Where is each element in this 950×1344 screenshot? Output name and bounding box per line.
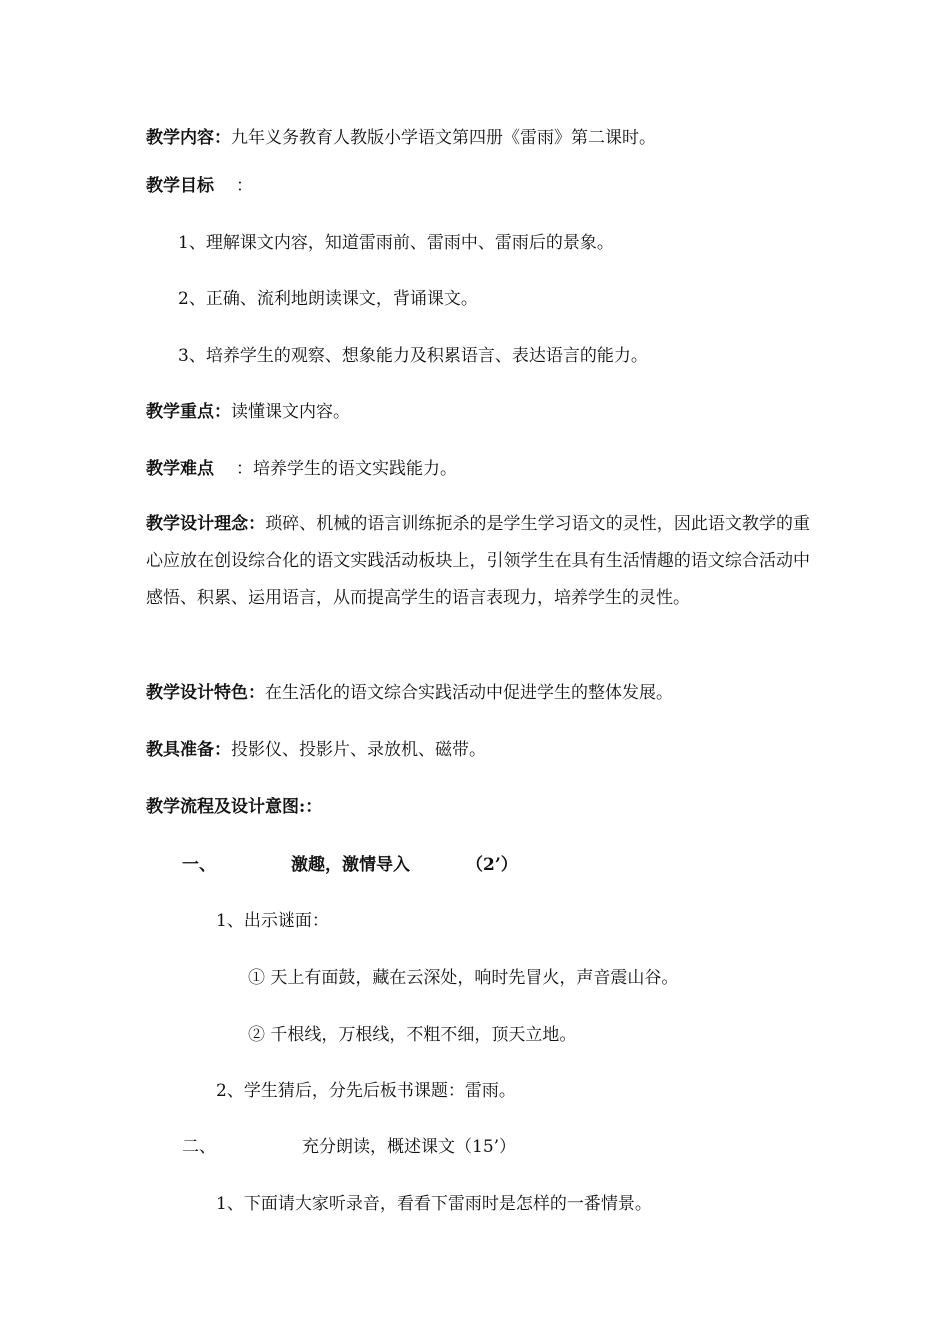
riddle-item: ① 天上有面鼓，藏在云深处，响时先冒火，声音震山谷。: [248, 968, 679, 988]
teaching-difficulty-text: ：培养学生的语文实践能力。: [236, 459, 457, 479]
section1-item: 1、出示谜面：: [216, 911, 329, 931]
goal-item: 1、理解课文内容，知道雷雨前、雷雨中、雷雨后的景象。: [178, 233, 614, 253]
design-feature: [146, 683, 673, 703]
teaching-goals-colon: ：: [236, 176, 253, 196]
teaching-content-text: 九年义务教育人教版小学语文第四册《雷雨》第二课时。: [231, 128, 656, 148]
teaching-content: [146, 128, 656, 148]
section1-title: 激趣，激情导入: [291, 855, 410, 875]
teaching-tools-label: 教具准备：: [146, 740, 231, 760]
section1-number: 一、: [182, 855, 216, 875]
section2-title: 充分朗读，概述课文（15’）: [302, 1137, 517, 1157]
teaching-key-text: 读懂课文内容。: [231, 402, 350, 422]
goal-item: 3、培养学生的观察、想象能力及积累语言、表达语言的能力。: [178, 346, 648, 366]
section2-number: 二、: [182, 1137, 216, 1157]
design-feature-label: 教学设计特色：: [146, 683, 265, 703]
teaching-goals-heading: [146, 176, 253, 196]
riddle-item: ② 千根线，万根线，不粗不细，顶天立地。: [248, 1025, 577, 1045]
teaching-difficulty: [146, 459, 457, 479]
teaching-content-label: 教学内容：: [146, 128, 231, 148]
teaching-flow-heading: 教学流程及设计意图:：: [146, 797, 323, 817]
design-concept-label: 教学设计理念：: [146, 514, 266, 534]
teaching-tools-text: 投影仪、投影片、录放机、磁带。: [231, 740, 486, 760]
goal-item: 2、正确、流利地朗读课文，背诵课文。: [178, 289, 478, 309]
teaching-key-point: [146, 402, 350, 422]
section1-item: 2、学生猜后，分先后板书课题：雷雨。: [216, 1081, 516, 1101]
teaching-goals-label: 教学目标: [146, 176, 214, 196]
design-concept-text: 琐碎、机械的语言训练扼杀的是学生学习语文的灵性，因此语文教学的重心应放在创设综合化的语文实践活动板块上，引领学生在具有生活情趣的语文综合活动中感悟、积累、运用语言，从而提高学生的语言表现力，培养学生的灵性。: [146, 514, 811, 608]
design-feature-text: 在生活化的语文综合实践活动中促进学生的整体发展。: [265, 683, 673, 703]
teaching-tools: [146, 740, 486, 760]
section2-item: 1、下面请大家听录音，看看下雷雨时是怎样的一番情景。: [216, 1194, 652, 1214]
teaching-difficulty-label: 教学难点: [146, 459, 214, 479]
section1-time: （2’）: [466, 855, 518, 875]
teaching-key-label: 教学重点：: [146, 402, 231, 422]
design-concept-paragraph: [146, 506, 810, 617]
